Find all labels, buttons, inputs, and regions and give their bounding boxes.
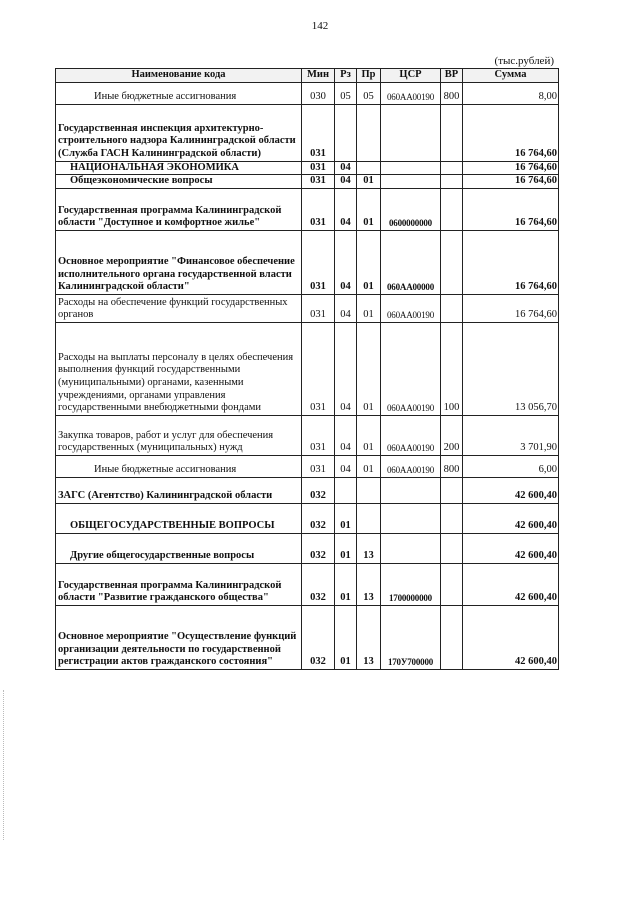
- cell-name: Расходы на выплаты персоналу в целях обеспечения выполнения функций государственными (муниципальными) органами, казенными учреждениями, органами управления государственными внебюджетными фондами: [56, 322, 302, 415]
- cell-pr: [357, 477, 381, 503]
- cell-min: 030: [302, 82, 335, 104]
- cell-csr: 060АА00190: [381, 82, 441, 104]
- cell-vr: [441, 477, 463, 503]
- cell-sum: 16 764,60: [463, 188, 559, 230]
- cell-pr: 05: [357, 82, 381, 104]
- cell-pr: 01: [357, 175, 381, 189]
- table-row: [56, 82, 559, 104]
- table-body: [56, 82, 559, 669]
- cell-vr: [441, 230, 463, 294]
- cell-sum: 16 764,60: [463, 175, 559, 189]
- cell-pr: [357, 104, 381, 161]
- cell-rz: 04: [335, 294, 357, 322]
- units-label: (тыс.рублей): [494, 55, 554, 67]
- cell-min: 032: [302, 503, 335, 533]
- cell-min: 031: [302, 161, 335, 175]
- cell-pr: 01: [357, 322, 381, 415]
- cell-min: 032: [302, 563, 335, 605]
- cell-rz: 01: [335, 533, 357, 563]
- cell-name: Закупка товаров, работ и услуг для обеспечения государственных (муниципальных) нужд: [56, 415, 302, 455]
- cell-name: ОБЩЕГОСУДАРСТВЕННЫЕ ВОПРОСЫ: [56, 503, 302, 533]
- cell-rz: 04: [335, 322, 357, 415]
- cell-csr: 060АА00190: [381, 322, 441, 415]
- header-name: Наименование кода: [56, 69, 302, 83]
- header-min: Мин: [302, 69, 335, 83]
- cell-name: Основное мероприятие "Финансовое обеспечение исполнительного органа государственной власти Калининградской области": [56, 230, 302, 294]
- cell-pr: 13: [357, 533, 381, 563]
- cell-csr: 060АА00190: [381, 455, 441, 477]
- header-sum: Сумма: [463, 69, 559, 83]
- cell-min: 031: [302, 455, 335, 477]
- cell-csr: [381, 533, 441, 563]
- cell-name: Общеэкономические вопросы: [56, 175, 302, 189]
- cell-min: 031: [302, 322, 335, 415]
- cell-min: 031: [302, 294, 335, 322]
- cell-sum: 42 600,40: [463, 563, 559, 605]
- cell-pr: 01: [357, 294, 381, 322]
- cell-sum: 6,00: [463, 455, 559, 477]
- cell-csr: [381, 503, 441, 533]
- cell-rz: 04: [335, 230, 357, 294]
- cell-min: 031: [302, 104, 335, 161]
- cell-rz: 04: [335, 161, 357, 175]
- table-row: [56, 188, 559, 230]
- cell-pr: 13: [357, 563, 381, 605]
- cell-name: Иные бюджетные ассигнования: [56, 455, 302, 477]
- cell-min: 031: [302, 415, 335, 455]
- cell-min: 032: [302, 477, 335, 503]
- cell-csr: 060АА00000: [381, 230, 441, 294]
- cell-sum: 16 764,60: [463, 161, 559, 175]
- cell-name: Расходы на обеспечение функций государственных органов: [56, 294, 302, 322]
- table-row: [56, 230, 559, 294]
- cell-min: 031: [302, 188, 335, 230]
- cell-rz: 04: [335, 415, 357, 455]
- cell-rz: 04: [335, 175, 357, 189]
- cell-csr: [381, 104, 441, 161]
- cell-name: ЗАГС (Агентство) Калининградской области: [56, 477, 302, 503]
- cell-vr: 200: [441, 415, 463, 455]
- table-row: [56, 175, 559, 189]
- cell-vr: [441, 104, 463, 161]
- cell-vr: [441, 161, 463, 175]
- cell-pr: 01: [357, 415, 381, 455]
- table-header-row: [56, 69, 559, 83]
- table-row: [56, 161, 559, 175]
- cell-pr: 01: [357, 230, 381, 294]
- table-row: [56, 455, 559, 477]
- cell-rz: [335, 104, 357, 161]
- cell-name: Государственная программа Калининградской области "Доступное и комфортное жилье": [56, 188, 302, 230]
- cell-min: 031: [302, 175, 335, 189]
- cell-sum: 8,00: [463, 82, 559, 104]
- cell-name: Государственная программа Калининградской области "Развитие гражданского общества": [56, 563, 302, 605]
- cell-vr: [441, 533, 463, 563]
- cell-rz: 05: [335, 82, 357, 104]
- cell-sum: 16 764,60: [463, 294, 559, 322]
- cell-min: 032: [302, 533, 335, 563]
- cell-rz: 01: [335, 563, 357, 605]
- header-vr: ВР: [441, 69, 463, 83]
- cell-sum: 16 764,60: [463, 230, 559, 294]
- cell-csr: [381, 477, 441, 503]
- cell-sum: 3 701,90: [463, 415, 559, 455]
- cell-csr: 0600000000: [381, 188, 441, 230]
- cell-sum: 13 056,70: [463, 322, 559, 415]
- table-row: [56, 533, 559, 563]
- cell-name: НАЦИОНАЛЬНАЯ ЭКОНОМИКА: [56, 161, 302, 175]
- budget-table: [55, 68, 559, 670]
- table-row: [56, 415, 559, 455]
- cell-pr: 13: [357, 605, 381, 669]
- cell-vr: [441, 503, 463, 533]
- cell-csr: 060АА00190: [381, 415, 441, 455]
- cell-name: Другие общегосударственные вопросы: [56, 533, 302, 563]
- cell-vr: [441, 188, 463, 230]
- cell-sum: 16 764,60: [463, 104, 559, 161]
- table-row: [56, 605, 559, 669]
- table-row: [56, 322, 559, 415]
- cell-pr: [357, 503, 381, 533]
- header-rz: Рз: [335, 69, 357, 83]
- cell-sum: 42 600,40: [463, 533, 559, 563]
- cell-sum: 42 600,40: [463, 605, 559, 669]
- scan-margin-marks: [3, 690, 5, 840]
- cell-vr: [441, 175, 463, 189]
- cell-csr: [381, 161, 441, 175]
- table-row: [56, 503, 559, 533]
- cell-min: 032: [302, 605, 335, 669]
- cell-rz: 04: [335, 455, 357, 477]
- cell-vr: 100: [441, 322, 463, 415]
- cell-csr: 1700000000: [381, 563, 441, 605]
- page-number: 142: [311, 20, 329, 32]
- table-row: [56, 477, 559, 503]
- table-row: [56, 294, 559, 322]
- cell-name: Государственная инспекция архитектурно-строительного надзора Калининградской области (Служба ГАСН Калининградской области): [56, 104, 302, 161]
- header-pr: Пр: [357, 69, 381, 83]
- cell-pr: [357, 161, 381, 175]
- cell-vr: [441, 294, 463, 322]
- cell-sum: 42 600,40: [463, 503, 559, 533]
- cell-rz: [335, 477, 357, 503]
- cell-pr: 01: [357, 455, 381, 477]
- cell-csr: [381, 175, 441, 189]
- cell-name: Иные бюджетные ассигнования: [56, 82, 302, 104]
- cell-sum: 42 600,40: [463, 477, 559, 503]
- cell-rz: 01: [335, 503, 357, 533]
- cell-csr: 170У700000: [381, 605, 441, 669]
- table-row: [56, 563, 559, 605]
- header-csr: ЦСР: [381, 69, 441, 83]
- cell-name: Основное мероприятие "Осуществление функций организации деятельности по государственной регистрации актов гражданского состояния": [56, 605, 302, 669]
- cell-rz: 04: [335, 188, 357, 230]
- cell-min: 031: [302, 230, 335, 294]
- cell-rz: 01: [335, 605, 357, 669]
- cell-vr: [441, 605, 463, 669]
- cell-vr: [441, 563, 463, 605]
- table-row: [56, 104, 559, 161]
- cell-pr: 01: [357, 188, 381, 230]
- cell-vr: 800: [441, 82, 463, 104]
- cell-csr: 060АА00190: [381, 294, 441, 322]
- cell-vr: 800: [441, 455, 463, 477]
